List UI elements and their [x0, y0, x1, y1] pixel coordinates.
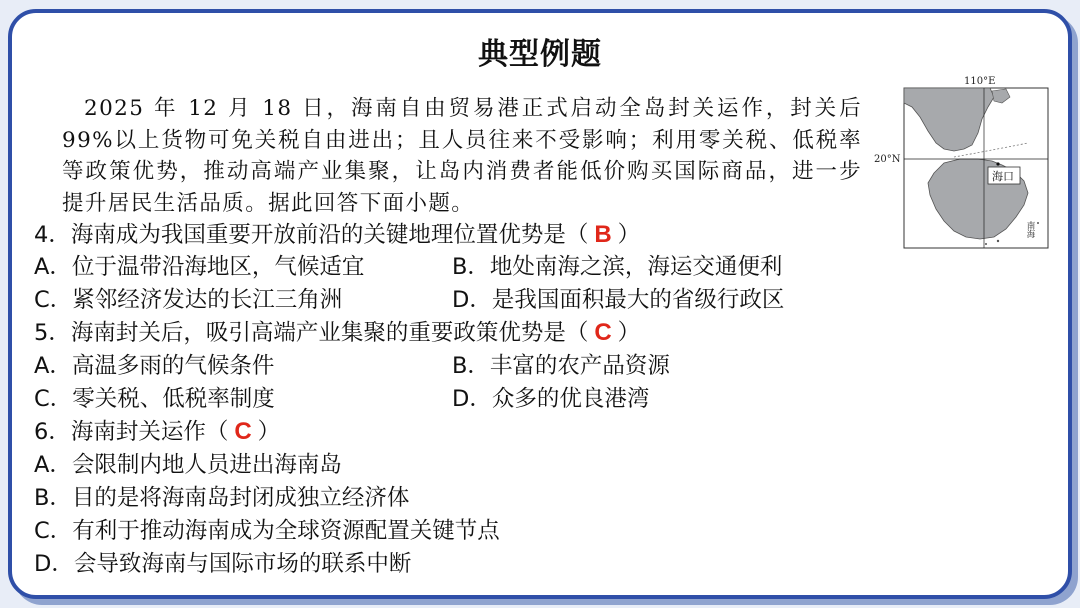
longitude-label: 110°E — [964, 76, 996, 87]
question-4-stem-close: ） — [617, 222, 641, 248]
question-5-stem — [34, 317, 640, 349]
question-5-option-d: D．众多的优良港湾 — [452, 386, 650, 412]
question-5-option-a: A．高温多雨的气候条件 — [34, 353, 275, 379]
question-5-stem-close: ） — [617, 320, 641, 346]
question-4-option-c: C．紧邻经济发达的长江三角洲 — [34, 287, 343, 313]
question-6-option-a: A．会限制内地人员进出海南岛 — [34, 452, 342, 478]
question-5-option-c: C．零关税、低税率制度 — [34, 386, 275, 412]
passage-text: 2025 年 12 月 18 日，海南自由贸易港正式启动全岛封关运作，封关后 99%以上货物可免关税自由进出；且人员往来不受影响；利用零关税、低税率等政策优势，推动高端产业集聚，让岛内消费者能低价购买国际商品，进一步提升居民生活品质。据此回答下面小题。 — [62, 96, 862, 216]
question-6-option-c: C．有利于推动海南成为全球资源配置关键节点 — [34, 518, 500, 544]
question-5-option-b: B．丰富的农产品资源 — [452, 353, 670, 379]
island-dot — [985, 243, 987, 245]
island-dot — [1037, 222, 1039, 224]
question-6-answer: C — [234, 418, 252, 445]
slide-title: 典型例题 — [478, 37, 602, 72]
question-6-stem-text: 6．海南封关运作（ — [34, 419, 229, 445]
question-4-option-b: B．地处南海之滨，海运交通便利 — [452, 254, 783, 280]
question-6-stem — [34, 416, 280, 448]
question-6-option-b: B．目的是将海南岛封闭成独立经济体 — [34, 485, 410, 511]
latitude-label: 20°N — [874, 154, 901, 165]
question-4-option-d: D．是我国面积最大的省级行政区 — [452, 287, 785, 313]
question-6-stem-close: ） — [257, 419, 281, 445]
hainan-map-svg — [874, 73, 1052, 253]
hainan-map — [874, 73, 1052, 253]
question-4-answer: B — [594, 221, 612, 248]
question-4-option-a: A．位于温带沿海地区，气候适宜 — [34, 254, 365, 280]
question-5-stem-text: 5．海南封关后，吸引高端产业集聚的重要政策优势是（ — [34, 320, 589, 346]
question-4-stem-text: 4．海南成为我国重要开放前沿的关键地理位置优势是（ — [34, 222, 589, 248]
question-6-option-d: D．会导致海南与国际市场的联系中断 — [34, 551, 412, 577]
question-5-answer: C — [594, 319, 612, 346]
city-label: 海口 — [992, 170, 1014, 183]
slide-frame — [8, 9, 1072, 599]
city-marker — [996, 162, 999, 165]
sea-label: 南海 — [1025, 221, 1035, 238]
question-4-stem — [34, 219, 640, 251]
island-dot — [997, 240, 999, 242]
